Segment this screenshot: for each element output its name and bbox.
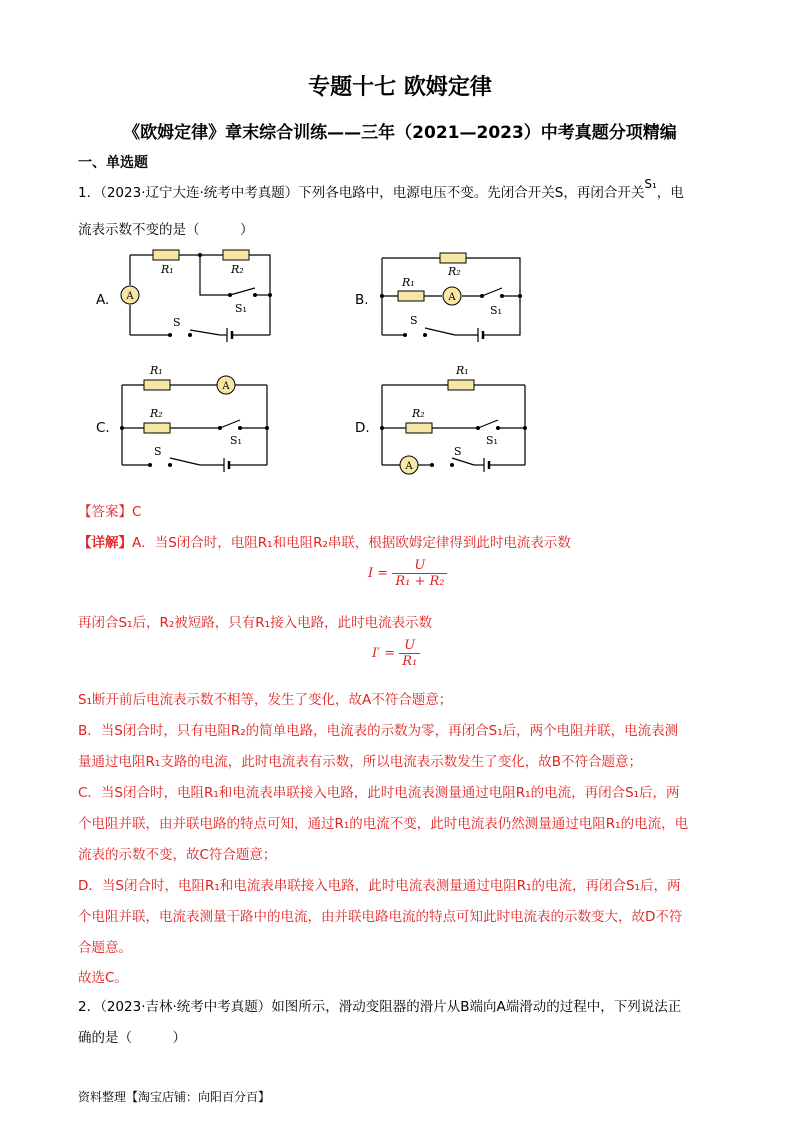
- detail-a-line-3: S₁断开前后电流表示数不相等，发生了变化，故A不符合题意；: [78, 692, 453, 708]
- detail-a-line-2: 再闭合S₁后，R₂被短路，只有R₁接入电路，此时电流表示数: [78, 615, 433, 631]
- section-heading: 一、单选题: [78, 155, 148, 171]
- detail-b-line-2: 量通过电阻R₁支路的电流，此时电流表有示数，所以电流表示数发生了变化，故B不符合题意；: [78, 754, 643, 770]
- detail-d-line-1: D．当S闭合时，电阻R₁和电流表串联接入电路，此时电流表测量通过电阻R₁的电流，再闭合S₁后，两: [78, 878, 681, 894]
- detail-tag: 【详解】: [78, 535, 132, 551]
- svg-text:A: A: [448, 292, 456, 303]
- svg-text:S₁: S₁: [490, 304, 502, 317]
- answer-conclusion: 故选C。: [78, 970, 128, 986]
- page-subtitle: 《欧姆定律》章末综合训练——三年（2021—2023）中考真题分项精编: [123, 123, 677, 143]
- svg-text:S: S: [154, 445, 162, 458]
- svg-text:R₂: R₂: [150, 407, 163, 420]
- option-a-label: A.: [96, 292, 110, 308]
- question-1-line-1: [78, 177, 684, 203]
- svg-text:R₁: R₁: [456, 364, 469, 377]
- answer-label: 【答案】C: [78, 504, 142, 520]
- svg-text:A: A: [405, 461, 413, 472]
- detail-d-line-2: 个电阻并联，电流表测量干路中的电流，由并联电路电流的特点可知此时电流表的示数变大，故D不符: [78, 909, 683, 925]
- option-c-label: C.: [96, 420, 110, 436]
- circuit-diagram-a: [115, 240, 285, 345]
- question-1-text-end: ，电: [656, 185, 684, 201]
- detail-c-line-2: 个电阻并联，由并联电路的特点可知，通过R₁的电流不变，此时电流表仍然测量通过电阻R₁的电流，电: [78, 816, 689, 832]
- formula-1: I = $\frac{U}{\text{R₁ + R₂}}$: [368, 558, 447, 589]
- svg-text:R₂: R₂: [448, 265, 461, 278]
- formula-2: I′ = $\frac{U}{\text{R₁}}$: [372, 638, 420, 669]
- circuit-diagram-d: [370, 360, 540, 475]
- page-title: 专题十七 欧姆定律: [308, 75, 492, 100]
- detail-d-line-3: 合题意。: [78, 940, 132, 956]
- switch-s-label: S: [173, 316, 181, 329]
- svg-text:S₁: S₁: [486, 434, 498, 447]
- svg-text:S: S: [410, 314, 418, 327]
- ammeter-label: A: [126, 291, 134, 302]
- circuit-diagram-c: [112, 360, 282, 475]
- footer-note: 资料整理【淘宝店铺：向阳百分百】: [78, 1090, 271, 1104]
- svg-text:S: S: [454, 445, 462, 458]
- svg-text:R₁: R₁: [402, 276, 415, 289]
- question-2-line-1: 2．（2023·吉林·统考中考真题）如图所示，滑动变阻器的滑片从B端向A端滑动的过程中，下列说法正: [78, 999, 682, 1015]
- svg-text:S₁: S₁: [230, 434, 242, 447]
- detail-c-line-1: C．当S闭合时，电阻R₁和电流表串联接入电路，此时电流表测量通过电阻R₁的电流，再闭合S₁后，两: [78, 785, 680, 801]
- detail-b-line-1: B．当S闭合时，只有电阻R₂的简单电路，电流表的示数为零，再闭合S₁后，两个电阻并联，电流表测: [78, 723, 679, 739]
- option-d-label: D.: [355, 420, 370, 436]
- question-1-text: 1．（2023·辽宁大连·统考中考真题）下列各电路中，电源电压不变。先闭合开关S，再闭合开关: [78, 185, 645, 201]
- r1-label: R₁: [161, 263, 174, 276]
- switch-s1-label: S₁: [235, 302, 247, 315]
- r2-label: R₂: [231, 263, 244, 276]
- question-1-line-2: 流表示数不变的是（ ）: [78, 222, 254, 238]
- detail-c-line-3: 流表的示数不变，故C符合题意；: [78, 847, 277, 863]
- circuit-diagram-b: [370, 240, 540, 345]
- svg-text:R₁: R₁: [150, 364, 163, 377]
- svg-text:A: A: [222, 381, 230, 392]
- option-b-label: B.: [355, 292, 369, 308]
- detail-a-line-1: 【详解】A．当S闭合时，电阻R₁和电阻R₂串联，根据欧姆定律得到此时电流表示数: [78, 535, 571, 551]
- svg-text:R₂: R₂: [412, 407, 425, 420]
- s1-raised-label: S₁: [644, 177, 657, 191]
- question-2-line-2: 确的是（ ）: [78, 1030, 186, 1046]
